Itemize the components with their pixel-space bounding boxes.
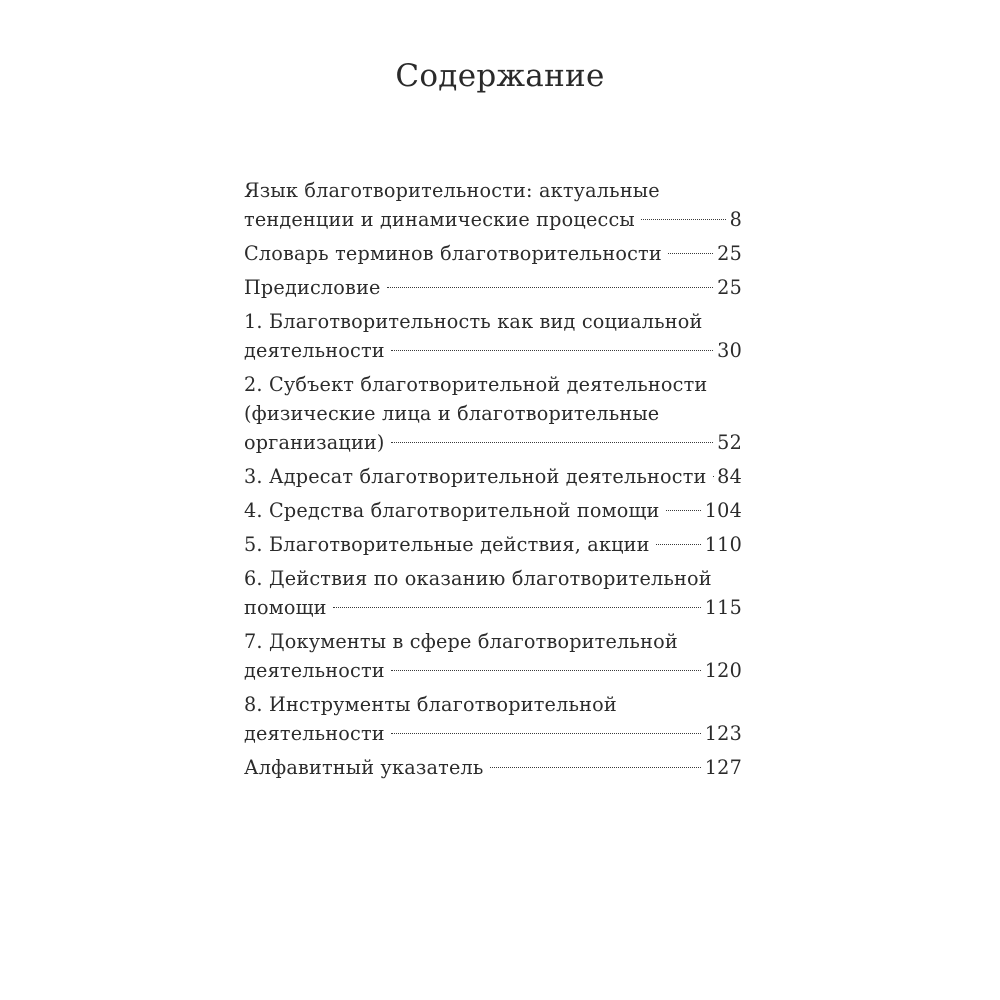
toc-entry [244, 176, 742, 234]
toc-entry-title-line: (физические лица и благотворительные [244, 402, 660, 425]
toc-entry-title-line: Язык благотворительности: актуальные [244, 179, 660, 202]
dot-leader [656, 543, 701, 545]
toc-page-number: 115 [704, 596, 742, 619]
dot-leader [391, 732, 701, 734]
toc-entry-title-line: 3. Адресат благотворительной деятельности [244, 465, 707, 488]
toc-entry [244, 753, 742, 782]
toc-entry [244, 564, 742, 622]
toc-entry [244, 496, 742, 525]
toc-entry-title-line: 5. Благотворительные действия, акции [244, 533, 650, 556]
toc-entry-last-line [244, 205, 742, 234]
page-title: Содержание [395, 58, 605, 94]
dot-leader [490, 766, 701, 768]
toc-page-number: 120 [704, 659, 742, 682]
toc-entry [244, 239, 742, 268]
toc-page-number: 123 [704, 722, 742, 745]
dot-leader [391, 441, 714, 443]
toc-page-number: 25 [717, 242, 742, 265]
toc-entry-last-line [244, 496, 742, 525]
toc-page-number: 84 [717, 465, 742, 488]
toc-entry-title-line: помощи [244, 596, 327, 619]
toc-page-number: 127 [704, 756, 742, 779]
toc-entry-title-line: организации) [244, 431, 385, 454]
toc-entry-title-line: деятельности [244, 339, 385, 362]
toc-entry-title-line: Словарь терминов благотворительности [244, 242, 662, 265]
toc-entry-title-line: 7. Документы в сфере благотворительной [244, 630, 678, 653]
toc-entry-title-line: Предисловие [244, 276, 381, 299]
toc-entry [244, 370, 742, 457]
toc-page-number: 30 [717, 339, 742, 362]
toc-entry-title-line: 8. Инструменты благотворительной [244, 693, 617, 716]
toc-entry [244, 530, 742, 559]
toc-entry-title-line: 1. Благотворительность как вид социальной [244, 310, 703, 333]
toc-entry-last-line [244, 462, 742, 491]
toc-entry [244, 627, 742, 685]
toc-entry-title-line: 4. Средства благотворительной помощи [244, 499, 660, 522]
toc-entry-last-line [244, 753, 742, 782]
dot-leader [713, 475, 714, 477]
toc-entry-last-line [244, 593, 742, 622]
toc-entry [244, 307, 742, 365]
toc-entry-last-line [244, 530, 742, 559]
toc-page-number: 104 [704, 499, 742, 522]
toc-page-number: 8 [729, 208, 742, 231]
dot-leader [391, 669, 701, 671]
toc-page-number: 110 [704, 533, 742, 556]
table-of-contents [244, 176, 742, 787]
toc-entry [244, 690, 742, 748]
toc-entry-title-line: деятельности [244, 659, 385, 682]
toc-entry-last-line [244, 428, 742, 457]
toc-entry-title-line: 2. Субъект благотворительной деятельности [244, 373, 708, 396]
toc-entry-last-line [244, 719, 742, 748]
toc-entry-title-line: деятельности [244, 722, 385, 745]
dot-leader [387, 286, 714, 288]
toc-entry-last-line [244, 239, 742, 268]
toc-entry-last-line [244, 656, 742, 685]
dot-leader [668, 252, 713, 254]
dot-leader [391, 349, 713, 351]
toc-entry-last-line [244, 336, 742, 365]
dot-leader [333, 606, 701, 608]
toc-entry [244, 462, 742, 491]
toc-entry-title-line: Алфавитный указатель [244, 756, 484, 779]
toc-entry-title-line: 6. Действия по оказанию благотворительной [244, 567, 712, 590]
toc-entry-last-line [244, 273, 742, 302]
toc-entry-title-line: тенденции и динамические процессы [244, 208, 635, 231]
dot-leader [641, 218, 726, 220]
dot-leader [666, 509, 701, 511]
toc-entry [244, 273, 742, 302]
toc-page-number: 25 [717, 276, 742, 299]
toc-page-number: 52 [717, 431, 742, 454]
